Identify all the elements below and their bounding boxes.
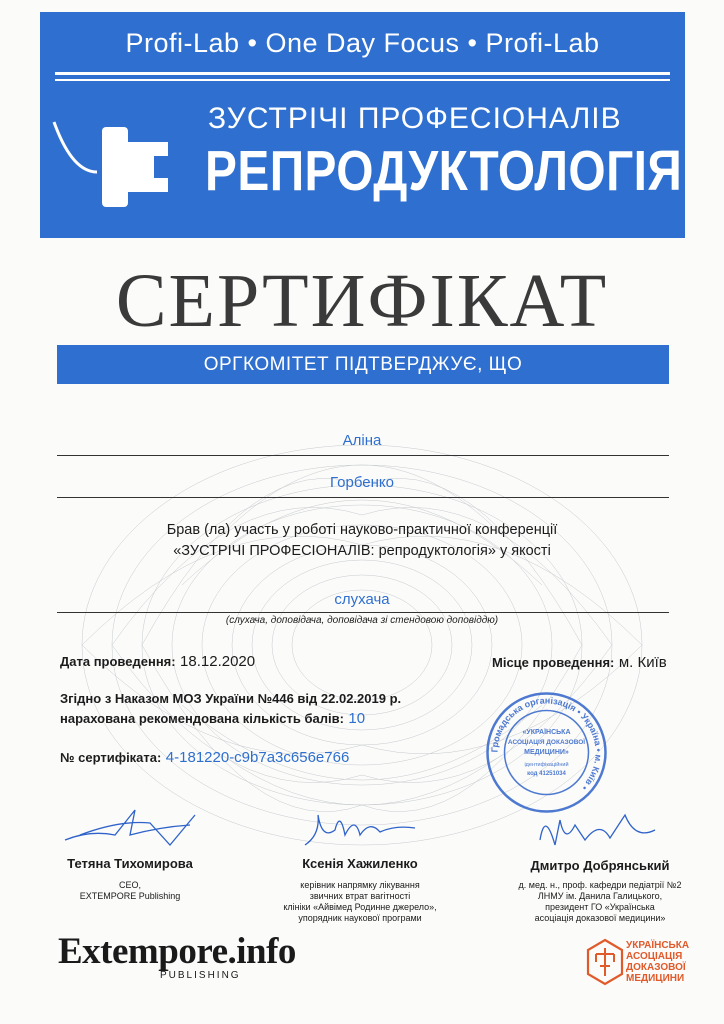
banner-divider: [55, 72, 670, 75]
banner-tagline: Profi-Lab • One Day Focus • Profi-Lab: [125, 28, 600, 58]
role-note: (слухача, доповідача, доповідача зі стендовою доповіддю): [225, 615, 499, 626]
field-underline: [57, 612, 669, 613]
stamp-line: МЕДИЦИНИ»: [524, 749, 569, 756]
date-label: Дата проведення:: [60, 654, 176, 669]
signer-name: Дмитро Добрянський: [530, 858, 670, 873]
signature-1: [60, 805, 200, 850]
certificate-title: СЕРТИФІКАТ: [115, 259, 609, 343]
participation-line-1: Брав (ла) участь у роботі науково-практичної конференції: [166, 522, 558, 538]
signature-3: [530, 800, 660, 855]
header-banner: [40, 12, 685, 238]
signer-name: Ксенія Хажиленко: [302, 856, 418, 871]
points-value: 10: [348, 710, 366, 727]
certificate-number: [60, 749, 349, 767]
banner-main-title: РЕПРОДУКТОЛОГІЯ: [205, 139, 683, 203]
cert-no-value: 4-181220-c9b7a3c656e766: [165, 749, 350, 766]
participant-role: слухача: [334, 591, 390, 608]
uadm-line: АСОЦІАЦІЯ: [626, 951, 683, 962]
plug-icon: [52, 92, 192, 222]
confirm-banner: ОРГКОМІТЕТ ПІДТВЕРДЖУЄ, ЩО: [57, 345, 669, 384]
stamp-line: АСОЦІАЦІЯ ДОКАЗОВОЇ: [507, 739, 586, 746]
signature-2: [300, 800, 420, 855]
field-underline: [57, 455, 669, 456]
order-reference: Згідно з Наказом МОЗ України №446 від 22.02.2019 р.: [60, 691, 402, 706]
banner-subtitle: ЗУСТРІЧІ ПРОФЕСІОНАЛІВ: [208, 102, 622, 135]
field-underline: [57, 497, 669, 498]
uadm-logo-text: [626, 940, 689, 984]
banner-divider: [55, 79, 670, 81]
stamp-line: «УКРАЇНСЬКА: [522, 729, 571, 736]
event-date: [60, 653, 255, 671]
signer-role: CEO, EXTEMPORE Publishing: [79, 880, 181, 901]
organization-stamp: [484, 690, 609, 815]
cert-no-label: № сертифіката:: [60, 750, 162, 765]
place-value: м. Київ: [618, 654, 667, 671]
participation-text: [0, 520, 724, 562]
place-label: Місце проведення:: [492, 655, 615, 670]
extempore-logo: Extempore.info: [58, 931, 296, 972]
signer-role: керівник напрямку лікування звичних втрат вагітності клініки «Айвімед Родинне джерело», упорядник наукової програми: [283, 880, 437, 923]
uadm-line: УКРАЇНСЬКА: [626, 940, 690, 951]
stamp-ring-text: Громадська організація • Україна • м. Київ •: [489, 695, 604, 793]
points-row: [60, 710, 365, 728]
stamp-line: код 41251034: [527, 771, 566, 777]
signer-role: д. мед. н., проф. кафедри педіатрії №2 ЛНМУ ім. Данила Галицького, президент ГО «Українська асоціація доказової медицини»: [518, 880, 682, 923]
first-name: Аліна: [342, 432, 382, 449]
uadm-line: МЕДИЦИНИ: [626, 973, 685, 984]
last-name: Горбенко: [330, 474, 394, 491]
signer-name: Тетяна Тихомирова: [67, 856, 193, 871]
date-value: 18.12.2020: [180, 653, 256, 670]
uadm-logo-icon: [586, 938, 624, 986]
uadm-line: ДОКАЗОВОЇ: [626, 962, 686, 973]
extempore-logo-sub: PUBLISHING: [160, 970, 241, 981]
stamp-line: ідентифікаційний: [524, 762, 569, 768]
event-place: [492, 654, 667, 672]
points-label: нарахована рекомендована кількість балів:: [60, 711, 344, 726]
participation-line-2: «ЗУСТРІЧІ ПРОФЕСІОНАЛІВ: репродуктологія» у якості: [173, 543, 551, 559]
